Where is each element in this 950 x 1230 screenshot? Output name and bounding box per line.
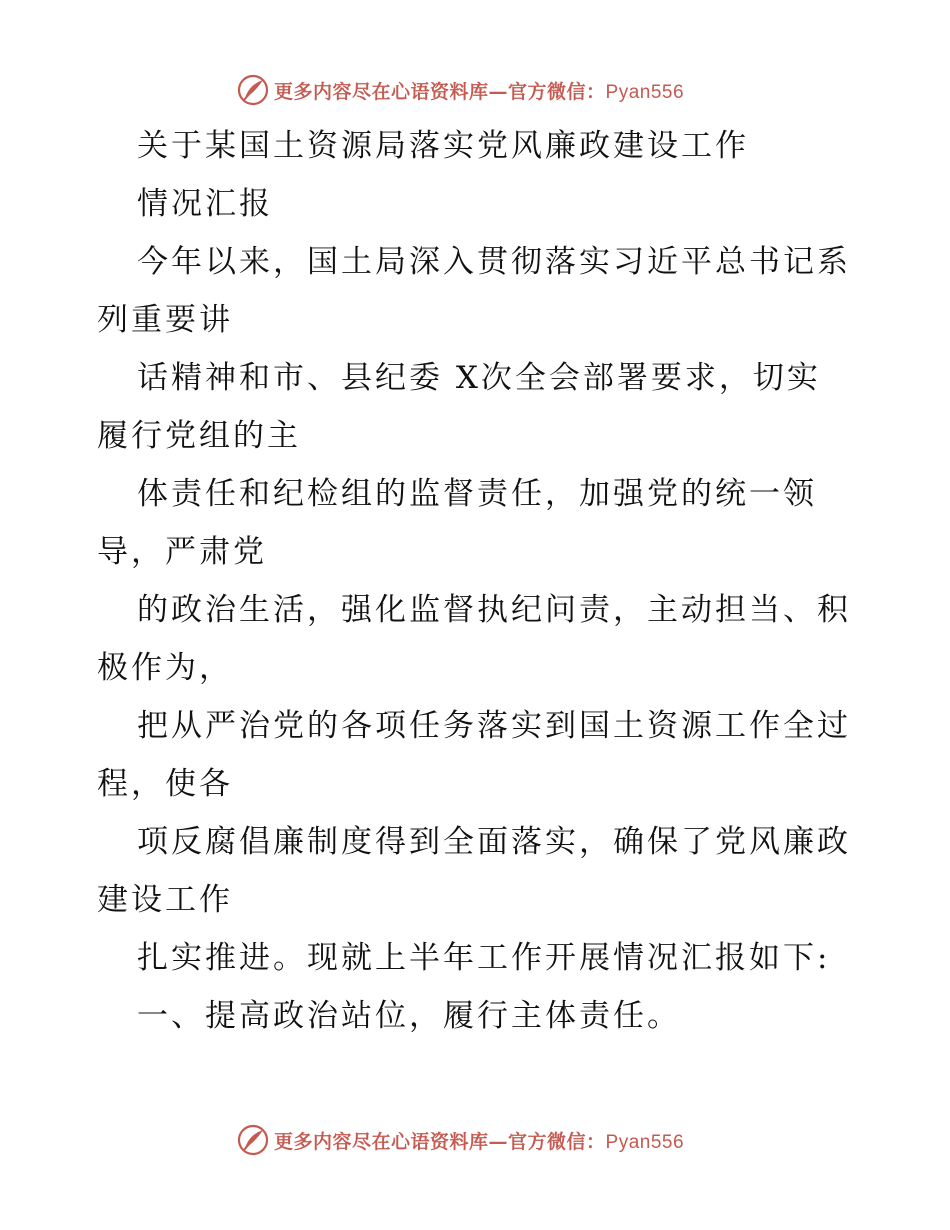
paragraph-line: 极作为， (97, 650, 233, 686)
paragraph-line: 列重要讲 (97, 302, 233, 338)
paragraph-line: 履行党组的主 (97, 418, 301, 454)
paragraph-line: 的政治生活，强化监督执纪问责，主动担当、积 (137, 592, 851, 628)
paragraph-line: 今年以来，国土局深入贯彻落实习近平总书记系 (137, 244, 851, 280)
feather-logo-icon (236, 1123, 270, 1157)
header-watermark (236, 72, 684, 108)
document-title-line-2: 情况汇报 (137, 186, 273, 222)
section-heading: 一、提高政治站位，履行主体责任。 (137, 998, 681, 1034)
watermark-text: 更多内容尽在心语资料库—官方微信：Pyan556 (274, 80, 685, 103)
footer-watermark (236, 1122, 684, 1158)
paragraph-line: 把从严治党的各项任务落实到国土资源工作全过 (137, 708, 851, 744)
wechat-id: Pyan556 (605, 1131, 685, 1153)
watermark-text: 更多内容尽在心语资料库—官方微信：Pyan556 (274, 1130, 685, 1153)
document-title: 关于某国土资源局落实党风廉政建设工作 (137, 128, 749, 164)
paragraph-line: 程，使各 (97, 766, 233, 802)
paragraph-line: 话精神和市、县纪委 X次全会部署要求，切实 (137, 360, 821, 396)
paragraph-line: 建设工作 (97, 882, 233, 918)
feather-logo-icon (236, 73, 270, 107)
paragraph-line: 项反腐倡廉制度得到全面落实，确保了党风廉政 (137, 824, 851, 860)
wechat-id: Pyan556 (605, 81, 685, 103)
paragraph-line: 体责任和纪检组的监督责任，加强党的统一领 (137, 476, 817, 512)
paragraph-line: 导，严肃党 (97, 534, 267, 570)
paragraph-line: 扎实推进。现就上半年工作开展情况汇报如下: (137, 940, 831, 976)
